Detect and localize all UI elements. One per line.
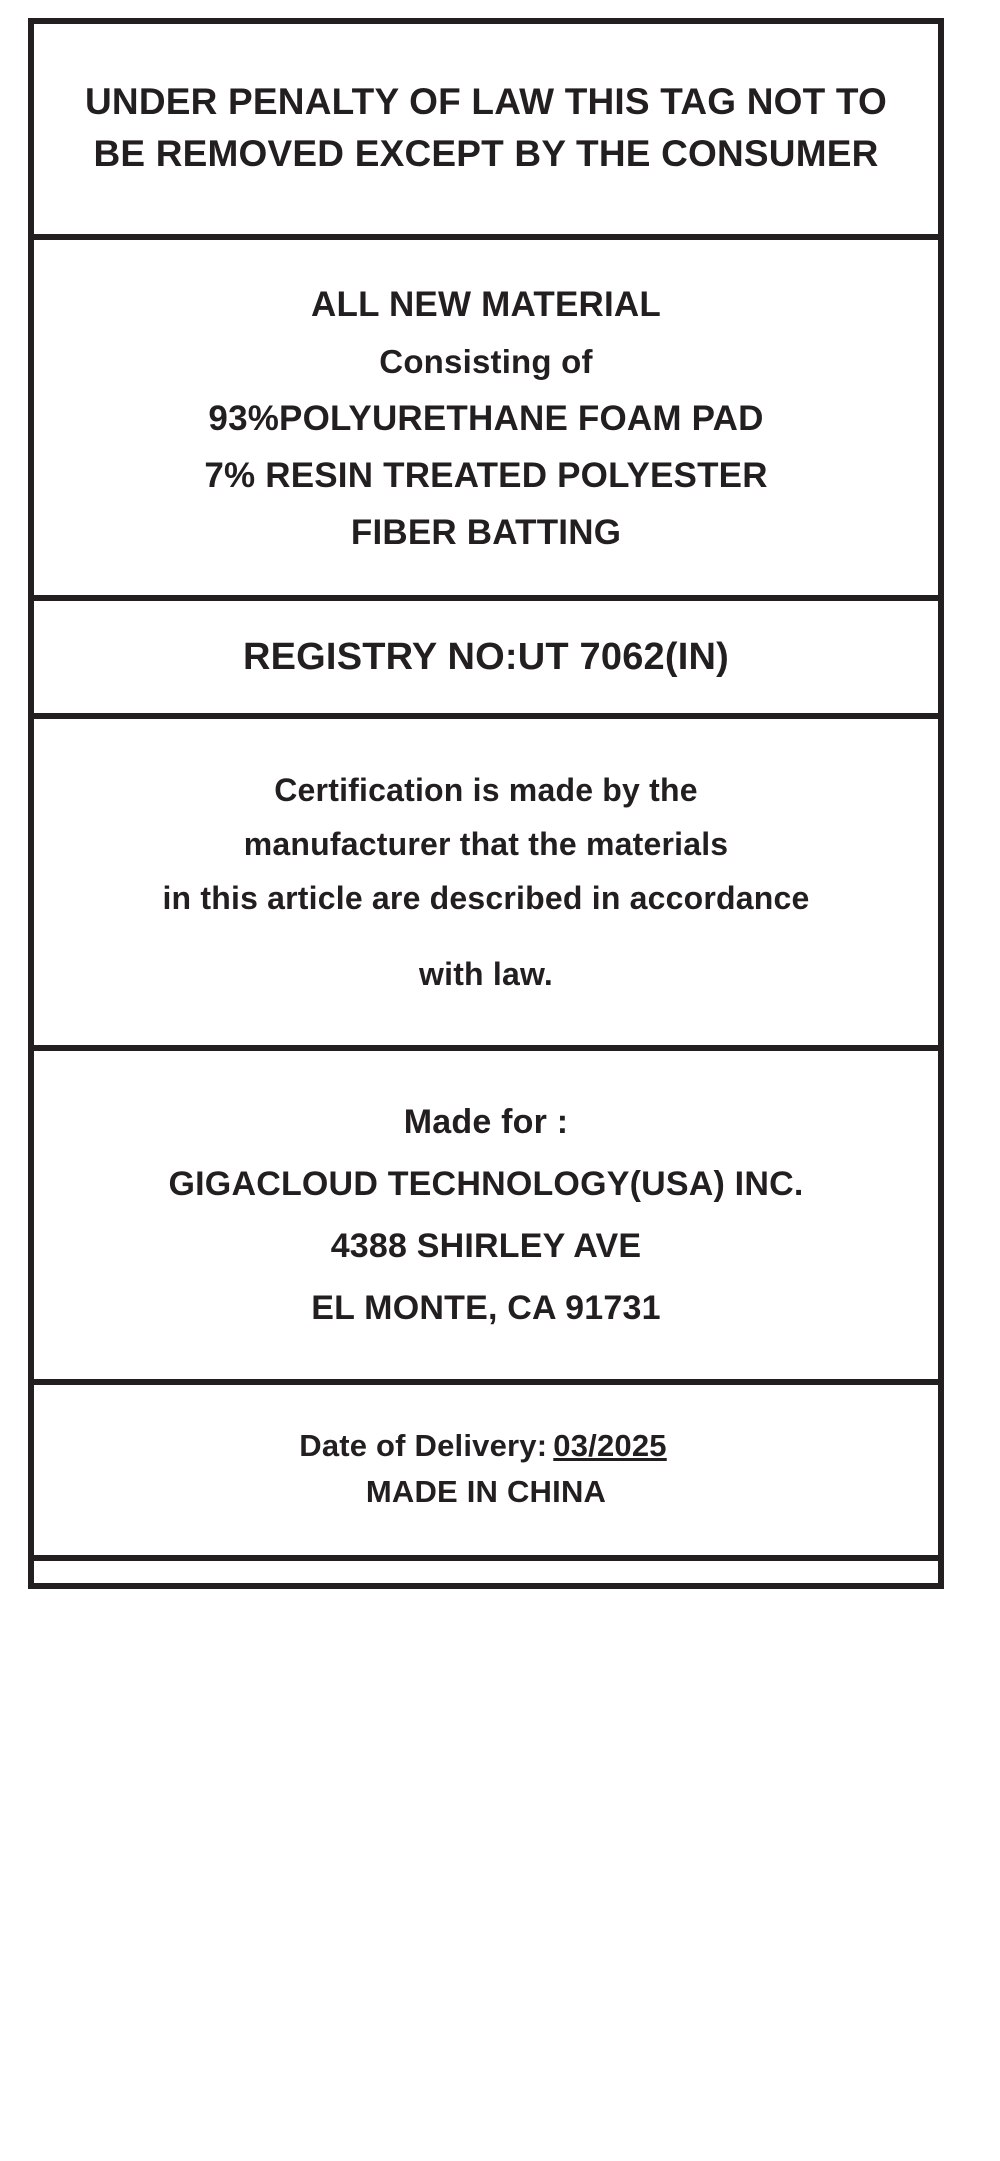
trailing-section xyxy=(34,1561,938,1589)
material-content-section xyxy=(34,240,938,601)
certification-line-4: with law. xyxy=(419,956,553,992)
penalty-notice-line-2: BE REMOVED EXCEPT BY THE CONSUMER xyxy=(93,133,879,174)
made-for-section xyxy=(34,1051,938,1385)
certification-line-2: manufacturer that the materials xyxy=(243,826,729,862)
certification-section xyxy=(34,719,938,1051)
material-component-2: 7% RESIN TREATED POLYESTER xyxy=(204,456,768,495)
penalty-notice-line-1: UNDER PENALTY OF LAW THIS TAG NOT TO xyxy=(84,81,887,122)
material-heading: ALL NEW MATERIAL xyxy=(311,285,661,324)
delivery-section xyxy=(34,1385,938,1561)
made-for-label: Made for : xyxy=(403,1103,569,1141)
delivery-date-label: Date of Delivery: xyxy=(299,1428,548,1463)
registry-number-section xyxy=(34,601,938,719)
delivery-date-value: 03/2025 xyxy=(553,1428,667,1463)
certification-line-1: Certification is made by the xyxy=(274,772,698,808)
law-tag xyxy=(28,18,944,1589)
material-subheading: Consisting of xyxy=(379,343,593,380)
made-for-city-state-zip: EL MONTE, CA 91731 xyxy=(311,1289,661,1327)
country-of-origin: MADE IN CHINA xyxy=(365,1474,607,1509)
certification-line-3: in this article are described in accordance xyxy=(162,880,810,916)
penalty-notice-section xyxy=(34,24,938,240)
made-for-company: GIGACLOUD TECHNOLOGY(USA) INC. xyxy=(168,1165,804,1203)
made-for-street: 4388 SHIRLEY AVE xyxy=(330,1227,642,1265)
delivery-date-line xyxy=(54,1423,918,1469)
material-component-1: 93%POLYURETHANE FOAM PAD xyxy=(208,399,764,438)
material-component-3: FIBER BATTING xyxy=(350,513,622,552)
registry-number-label: REGISTRY NO:UT 7062(IN) xyxy=(242,636,730,678)
